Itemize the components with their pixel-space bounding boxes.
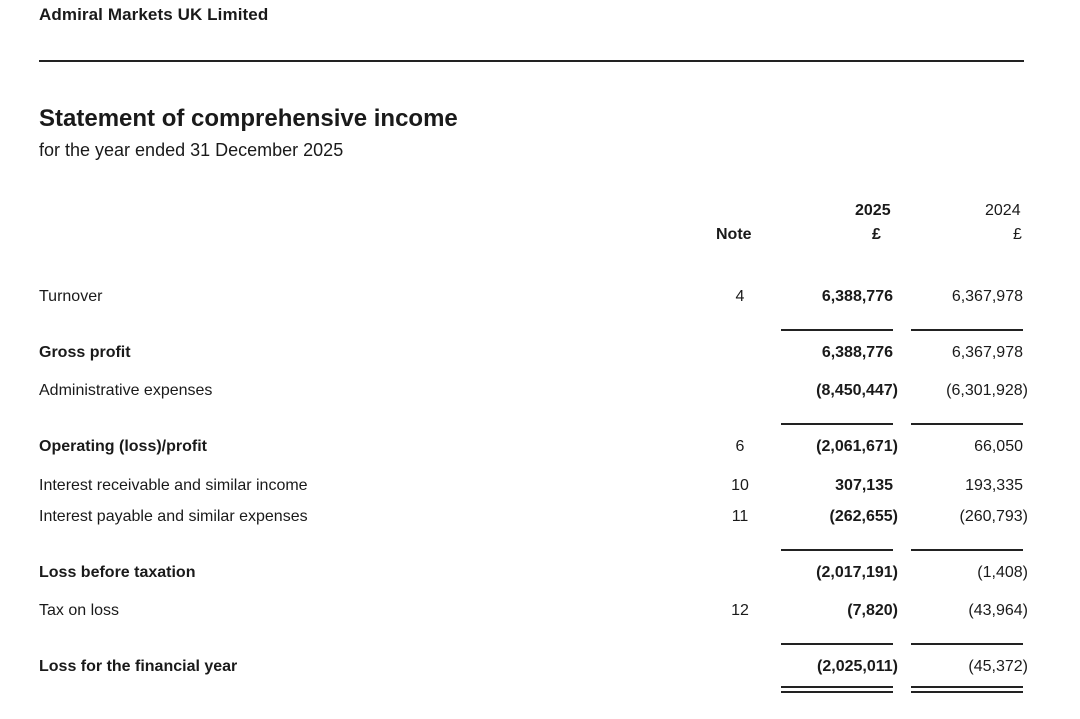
row-value-2025: (2,025,011) [817,658,898,675]
row-note: 12 [731,602,749,619]
row-note: 4 [735,288,745,305]
statement-period: for the year ended 31 December 2025 [39,140,344,160]
row-value-2024: (43,964) [968,602,1028,619]
total-double-rule-2024-bottom [911,691,1023,693]
row-label: Loss before taxation [39,564,196,581]
total-double-rule-2025-top [781,686,893,688]
row-value-2024: (45,372) [968,658,1028,675]
currency-2024-header: £ [1013,226,1022,243]
subtotal-rule-2024 [911,643,1023,645]
row-label: Operating (loss)/profit [39,438,207,455]
row-value-2024: 66,050 [974,438,1023,455]
subtotal-rule-2025 [781,549,893,551]
note-column-header: Note [716,226,752,243]
row-value-2024: (1,408) [977,564,1028,581]
table-row-interest-receivable [0,477,1080,499]
row-label: Loss for the financial year [39,658,238,675]
year-2024-header: 2024 [985,202,1021,219]
header-divider [39,60,1024,62]
table-row-gross-profit [0,344,1080,366]
row-value-2025: 6,388,776 [821,344,893,361]
subtotal-rule-2024 [911,423,1023,425]
table-row-operating-result [0,438,1080,460]
row-value-2025: (8,450,447) [816,382,898,399]
row-note: 11 [731,508,749,525]
row-value-2025: (2,061,671) [816,438,898,455]
year-2025-header: 2025 [855,202,891,219]
total-double-rule-2025-bottom [781,691,893,693]
row-label: Turnover [39,288,103,305]
row-value-2025: (2,017,191) [816,564,898,581]
company-name: Admiral Markets UK Limited [39,5,269,24]
row-label: Interest payable and similar expenses [39,508,308,525]
subtotal-rule-2025 [781,329,893,331]
subtotal-rule-2024 [911,329,1023,331]
row-note: 6 [735,438,745,455]
row-value-2024: (260,793) [959,508,1028,525]
subtotal-rule-2025 [781,423,893,425]
row-note: 10 [731,477,749,494]
table-row-loss-for-year [0,658,1080,680]
row-label: Interest receivable and similar income [39,477,308,494]
currency-2025-header: £ [872,226,881,243]
table-row-loss-before-taxation [0,564,1080,586]
row-value-2025: (7,820) [847,602,898,619]
table-row-turnover [0,288,1080,310]
subtotal-rule-2024 [911,549,1023,551]
row-value-2024: (6,301,928) [946,382,1028,399]
row-label: Tax on loss [39,602,120,619]
statement-title: Statement of comprehensive income [39,105,458,132]
row-value-2024: 6,367,978 [951,288,1023,305]
row-value-2024: 193,335 [965,477,1023,494]
row-value-2025: 6,388,776 [821,288,893,305]
subtotal-rule-2025 [781,643,893,645]
table-row-administrative-expenses [0,382,1080,404]
table-row-tax-on-loss [0,602,1080,624]
row-label: Administrative expenses [39,382,213,399]
row-value-2025: 307,135 [835,477,893,494]
row-value-2024: 6,367,978 [951,344,1023,361]
table-row-interest-payable [0,508,1080,530]
total-double-rule-2024-top [911,686,1023,688]
row-value-2025: (262,655) [829,508,898,525]
row-label: Gross profit [39,344,131,361]
